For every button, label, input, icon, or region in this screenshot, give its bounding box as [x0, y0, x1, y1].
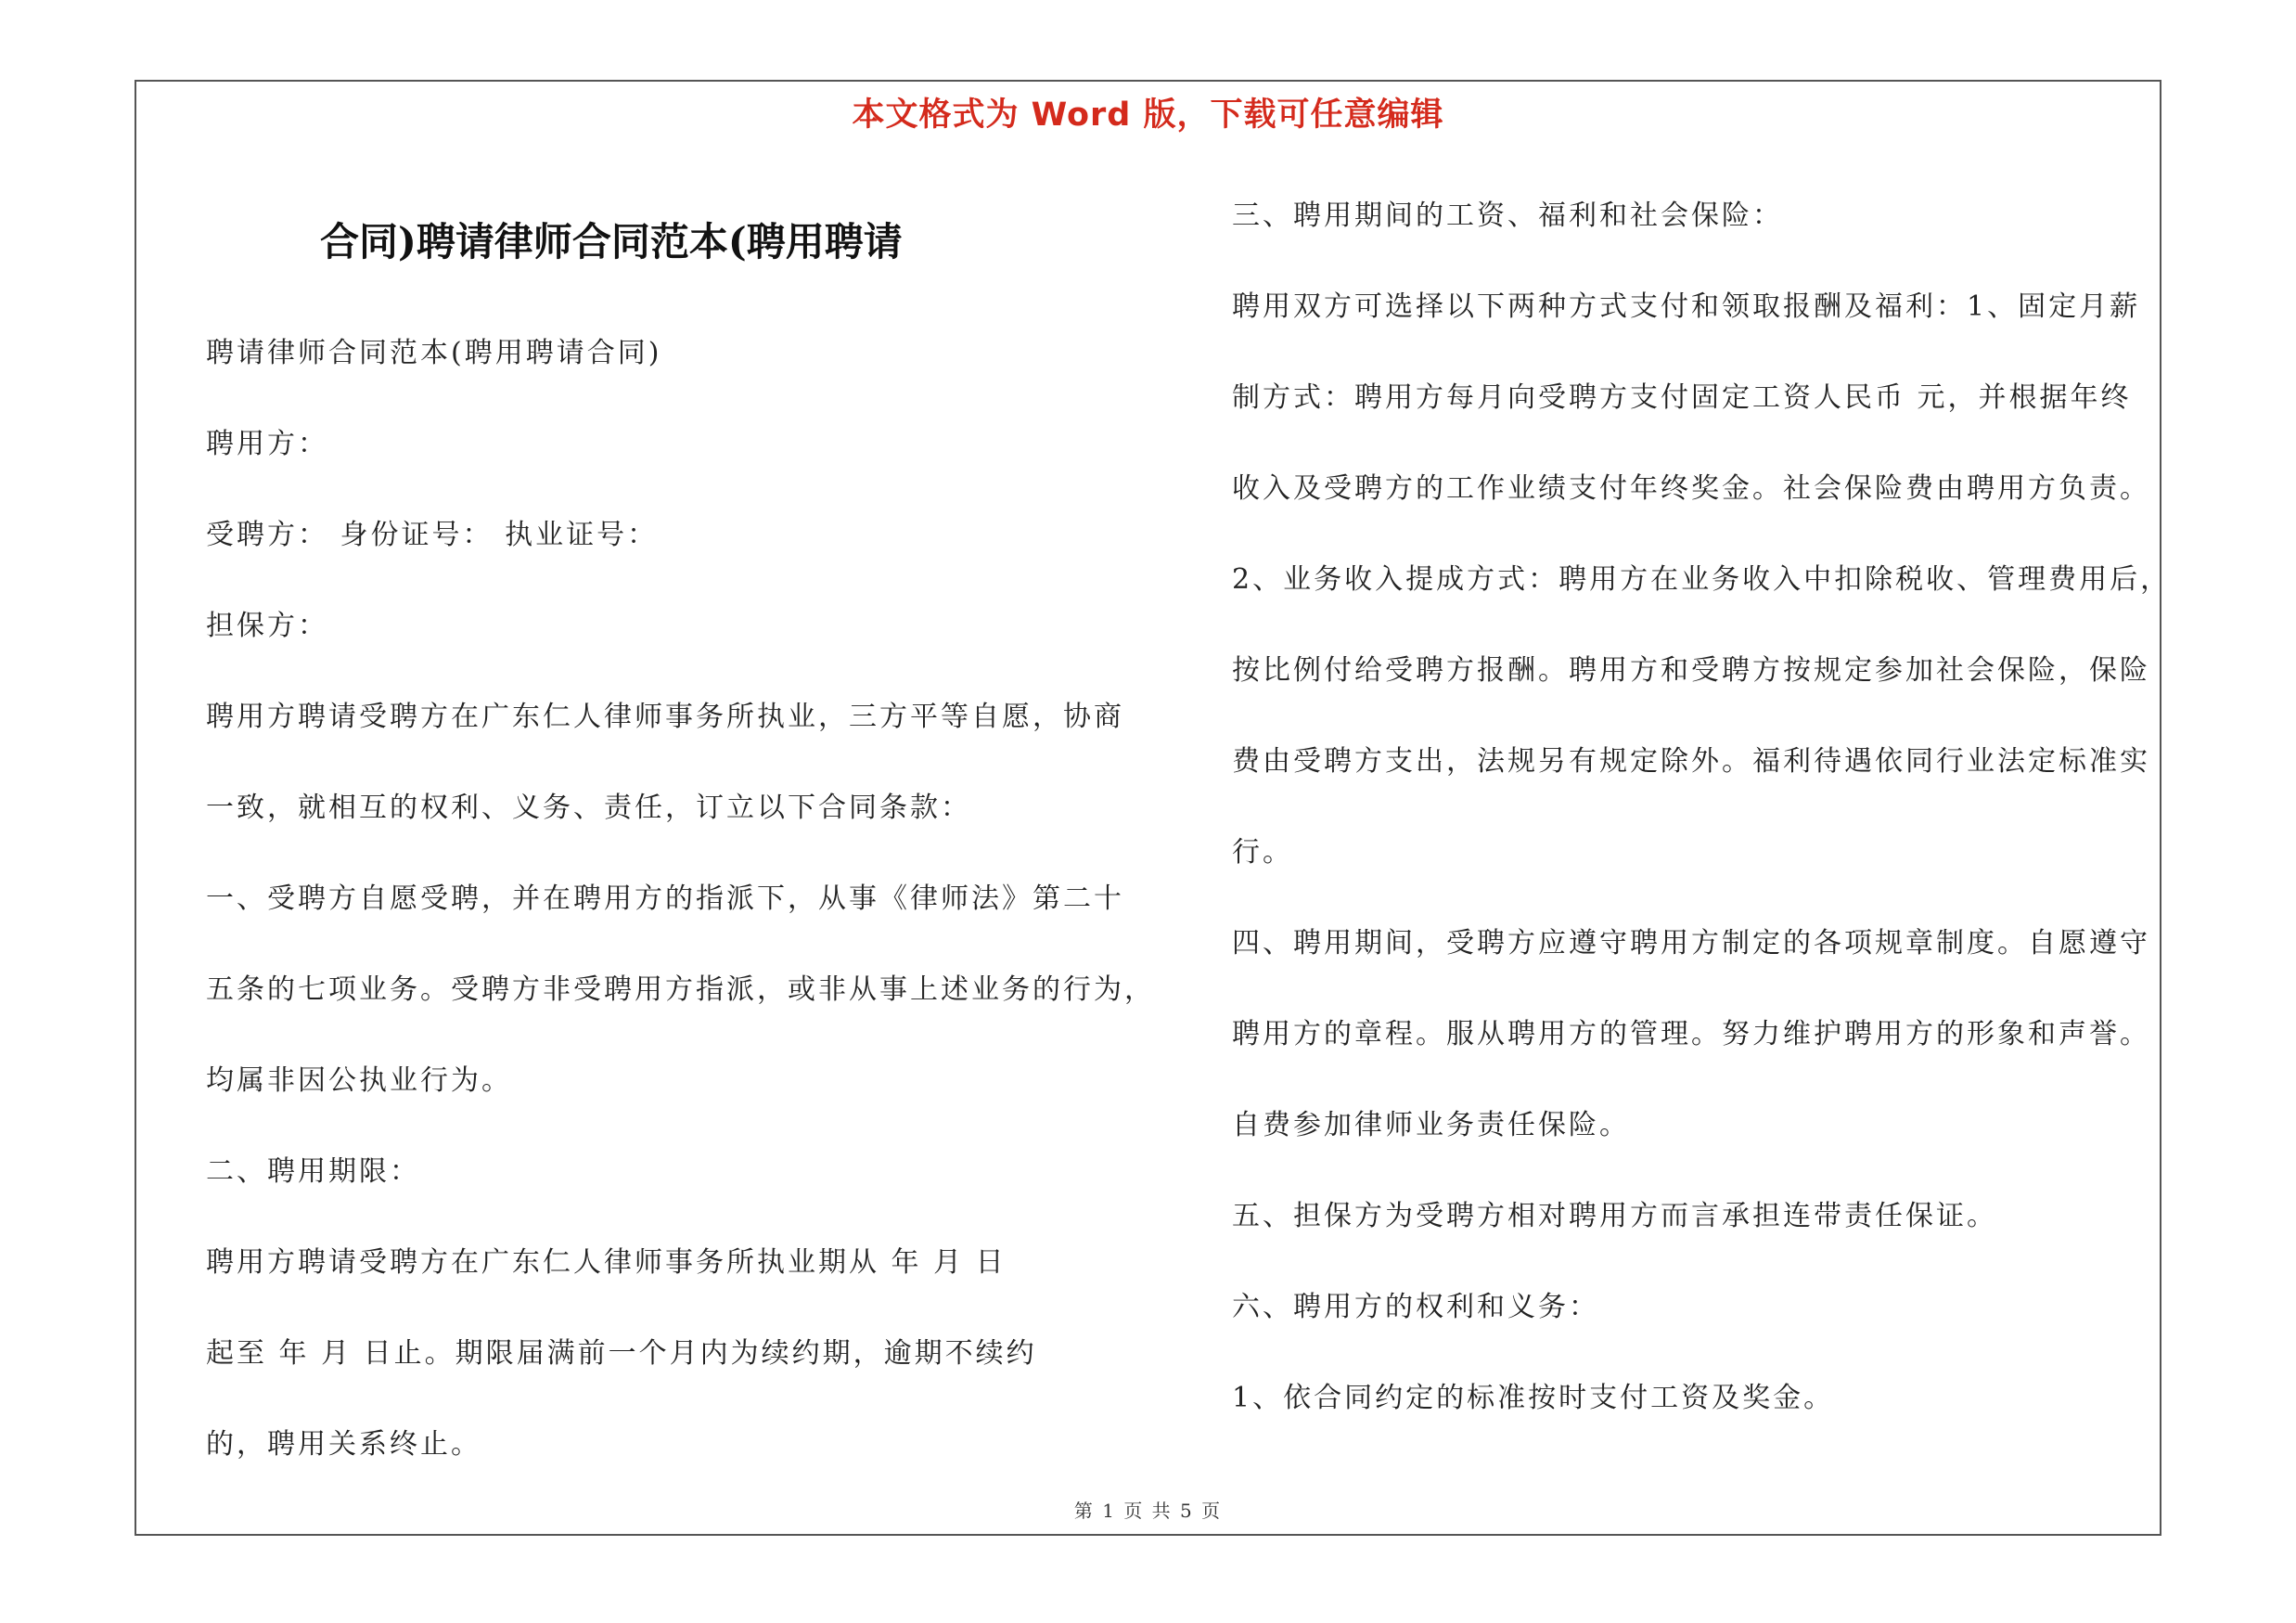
text-line: 费由受聘方支出，法规另有规定除外。福利待遇依同行业法定标准实: [1232, 745, 2150, 778]
document-title: 合同)聘请律师合同范本(聘用聘请: [320, 219, 903, 264]
text-line: 四、聘用期间，受聘方应遵守聘用方制定的各项规章制度。自愿遵守: [1232, 927, 2150, 960]
text-line: 聘请律师合同范本(聘用聘请合同): [206, 337, 662, 369]
text-line: 一、受聘方自愿受聘，并在聘用方的指派下，从事《律师法》第二十: [206, 882, 1124, 915]
text-line: 的，聘用关系终止。: [206, 1428, 481, 1461]
text-line: 聘用双方可选择以下两种方式支付和领取报酬及福利：1、固定月薪: [1232, 290, 2141, 323]
text-line: 制方式：聘用方每月向受聘方支付固定工资人民币 元，并根据年终: [1232, 381, 2132, 414]
text-line: 六、聘用方的权利和义务：: [1232, 1291, 1599, 1323]
text-line: 聘用方聘请受聘方在广东仁人律师事务所执业，三方平等自愿，协商: [206, 701, 1124, 733]
text-line: 起至 年 月 日止。期限届满前一个月内为续约期，逾期不续约: [206, 1337, 1037, 1370]
text-line: 聘用方：: [206, 428, 328, 460]
text-line: 按比例付给受聘方报酬。聘用方和受聘方按规定参加社会保险，保险: [1232, 654, 2150, 687]
text-line: 自费参加律师业务责任保险。: [1232, 1109, 1630, 1141]
text-line: 担保方：: [206, 610, 328, 642]
page-number-footer: 第 1 页 共 5 页: [1073, 1500, 1223, 1522]
text-line: 五条的七项业务。受聘方非受聘用方指派，或非从事上述业务的行为，: [206, 973, 1155, 1006]
text-line: 聘用方的章程。服从聘用方的管理。努力维护聘用方的形象和声誉。: [1232, 1018, 2150, 1050]
text-line: 二、聘用期限：: [206, 1155, 420, 1188]
text-line: 五、担保方为受聘方相对聘用方而言承担连带责任保证。: [1232, 1200, 1997, 1232]
text-line: 行。: [1232, 836, 1293, 869]
text-line: 均属非因公执业行为。: [206, 1064, 512, 1097]
editable-notice-banner: 本文格式为 Word 版，下载可任意编辑: [852, 97, 1444, 134]
text-line: 三、聘用期间的工资、福利和社会保险：: [1232, 200, 1783, 232]
text-line: 受聘方： 身份证号： 执业证号：: [206, 519, 659, 551]
text-line: 收入及受聘方的工作业绩支付年终奖金。社会保险费由聘用方负责。: [1232, 472, 2150, 505]
text-line: 2、业务收入提成方式：聘用方在业务收入中扣除税收、管理费用后，: [1232, 563, 2172, 596]
text-line: 一致，就相互的权利、义务、责任，订立以下合同条款：: [206, 792, 971, 824]
text-line: 1、依合同约定的标准按时支付工资及奖金。: [1232, 1382, 1835, 1414]
text-line: 聘用方聘请受聘方在广东仁人律师事务所执业期从 年 月 日: [206, 1246, 1007, 1279]
